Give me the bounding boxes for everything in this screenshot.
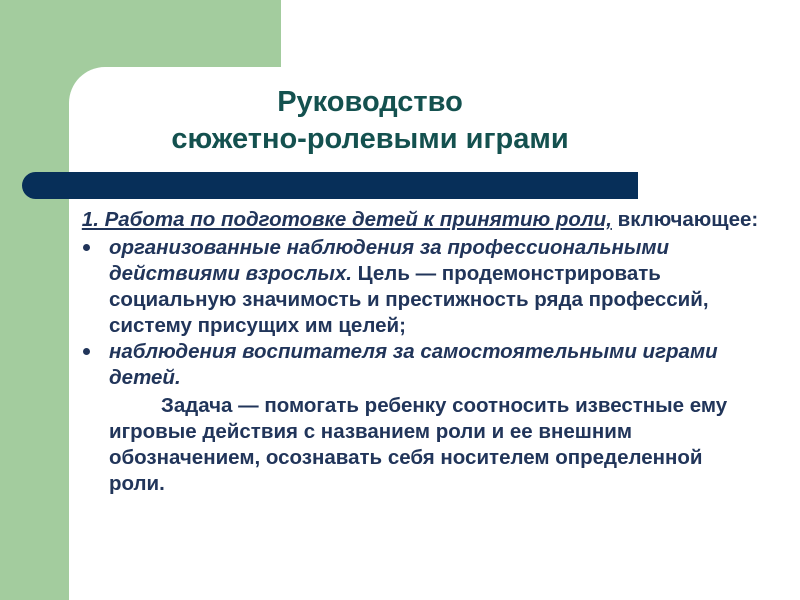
bullet-dot-icon	[83, 244, 90, 251]
bullet-item-italic: наблюдения воспитателя за самостоятельными играми детей.	[109, 340, 718, 389]
bullet-item-text: Цель — продемонстрировать социальную значимость и престижность ряда профессий, систему присущих им целей;	[109, 262, 709, 337]
title-divider-bar	[22, 172, 638, 199]
bullet-item	[80, 235, 760, 339]
bullet-dot-icon	[83, 348, 90, 355]
slide-title-line-2: сюжетно-ролевыми играми	[171, 123, 569, 155]
task-paragraph: Задача — помогать ребенку соотносить известные ему игровые действия с названием роли и ее внешним обозначением, осознавать себя носителем определенной роли.	[109, 394, 728, 495]
slide-title	[110, 84, 630, 158]
bullet-item	[80, 339, 760, 391]
section-heading	[80, 207, 760, 233]
bullet-list	[80, 235, 760, 391]
section-heading-rest: включающее:	[611, 208, 759, 231]
slide-body	[80, 207, 760, 497]
section-heading-italic: 1. Работа по подготовке детей к принятию роли,	[81, 208, 612, 231]
bullet-item-italic: организованные наблюдения за профессиональными действиями взрослых.	[109, 236, 670, 285]
slide-title-line-1: Руководство	[277, 86, 463, 118]
